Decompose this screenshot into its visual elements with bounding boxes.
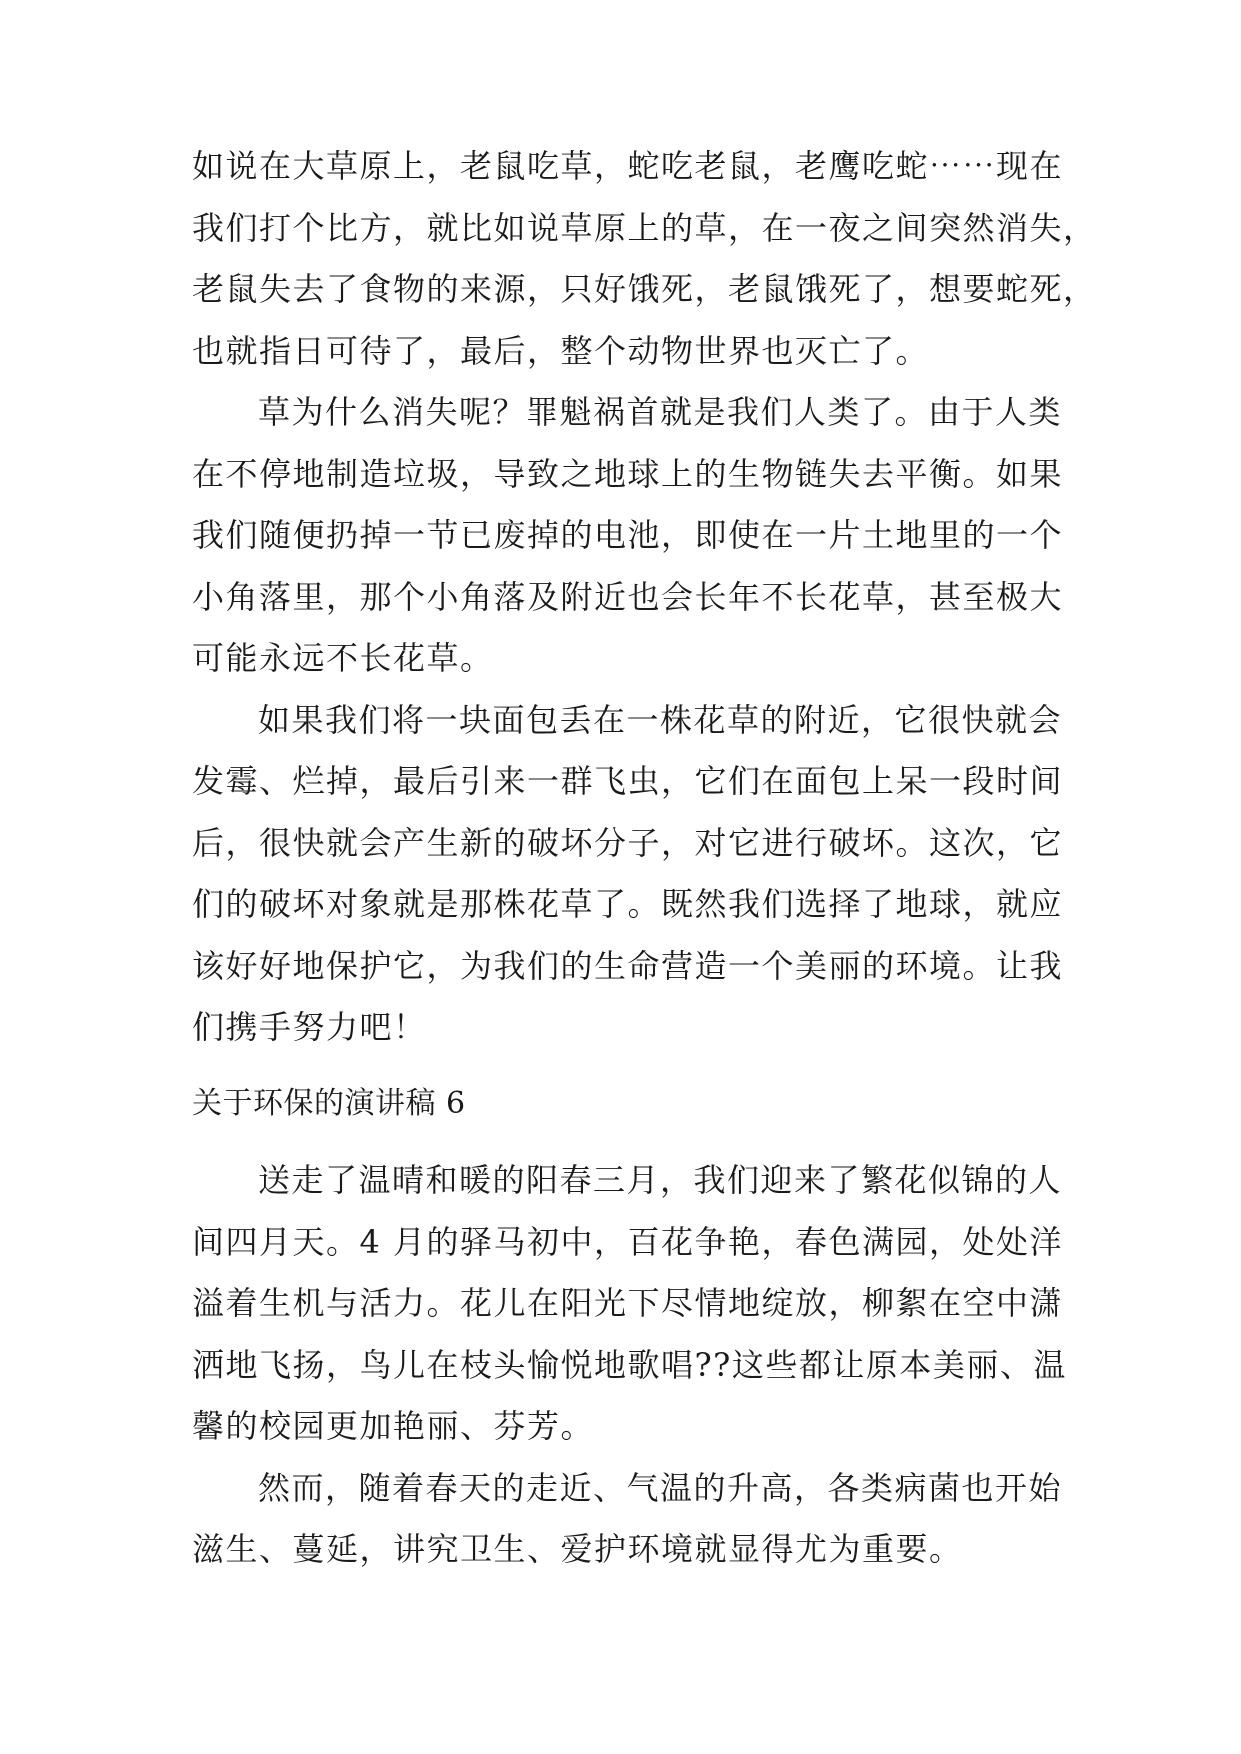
section-heading: 关于环保的演讲稿 6: [192, 1086, 466, 1121]
text-line: 洒地飞扬，鸟儿在枝头愉悦地歌唱??这些都让原本美丽、温: [192, 1345, 1067, 1384]
paragraph-start-line: 送走了温晴和暖的阳春三月，我们迎来了繁花似锦的人: [258, 1161, 1063, 1199]
text-line: 小角落里，那个小角落及附近也会长年不长花草，甚至极大: [192, 577, 1064, 616]
text-line: 也就指日可待了，最后，整个动物世界也灭亡了。: [192, 331, 930, 370]
text-line: 可能永远不长花草。: [192, 639, 494, 677]
text-line: 们的破坏对象就是那株花草了。既然我们选择了地球，就应: [192, 885, 1064, 923]
text-line: 后，很快就会产生新的破坏分子，对它进行破坏。这次，它: [192, 823, 1064, 862]
body-text-block-1: [192, 136, 1097, 1059]
text-line: 滋生、蔓延，讲究卫生、爱护环境就显得尤为重要。: [192, 1530, 963, 1568]
text-line: 溢着生机与活力。花儿在阳光下尽情地绽放，柳絮在空中潇: [192, 1284, 1064, 1322]
paragraph-start-line: 然而，随着春天的走近、气温的升高，各类病菌也开始: [258, 1468, 1063, 1507]
text-line: 我们打个比方，就比如说草原上的草，在一夜之间突然消失，: [192, 208, 1097, 247]
text-line: 如说在大草原上，老鼠吃草，蛇吃老鼠，老鹰吃蛇⋯⋯现在: [192, 147, 1064, 185]
text-line: 我们随便扔掉一节已废掉的电池，即使在一片土地里的一个: [192, 516, 1064, 554]
text-line: 馨的校园更加艳丽、芬芳。: [192, 1407, 595, 1445]
text-line: 间四月天。4 月的驿马初中，百花争艳，春色满园，处处洋: [192, 1222, 1064, 1261]
text-line: 们携手努力吧！: [192, 1008, 427, 1046]
body-text-block-2: [192, 1150, 1067, 1581]
paragraph-start-line: 如果我们将一块面包丢在一株花草的附近，它很快就会: [258, 700, 1063, 739]
text-line: 该好好地保护它，为我们的生命营造一个美丽的环境。让我: [192, 946, 1064, 985]
paragraph-start-line: 草为什么消失呢？罪魁祸首就是我们人类了。由于人类: [258, 393, 1063, 431]
text-line: 发霉、烂掉，最后引来一群飞虫，它们在面包上呆一段时间: [192, 762, 1064, 800]
text-line: 在不停地制造垃圾，导致之地球上的生物链失去平衡。如果: [192, 454, 1064, 493]
text-line: 老鼠失去了食物的来源，只好饿死，老鼠饿死了，想要蛇死，: [192, 270, 1097, 308]
